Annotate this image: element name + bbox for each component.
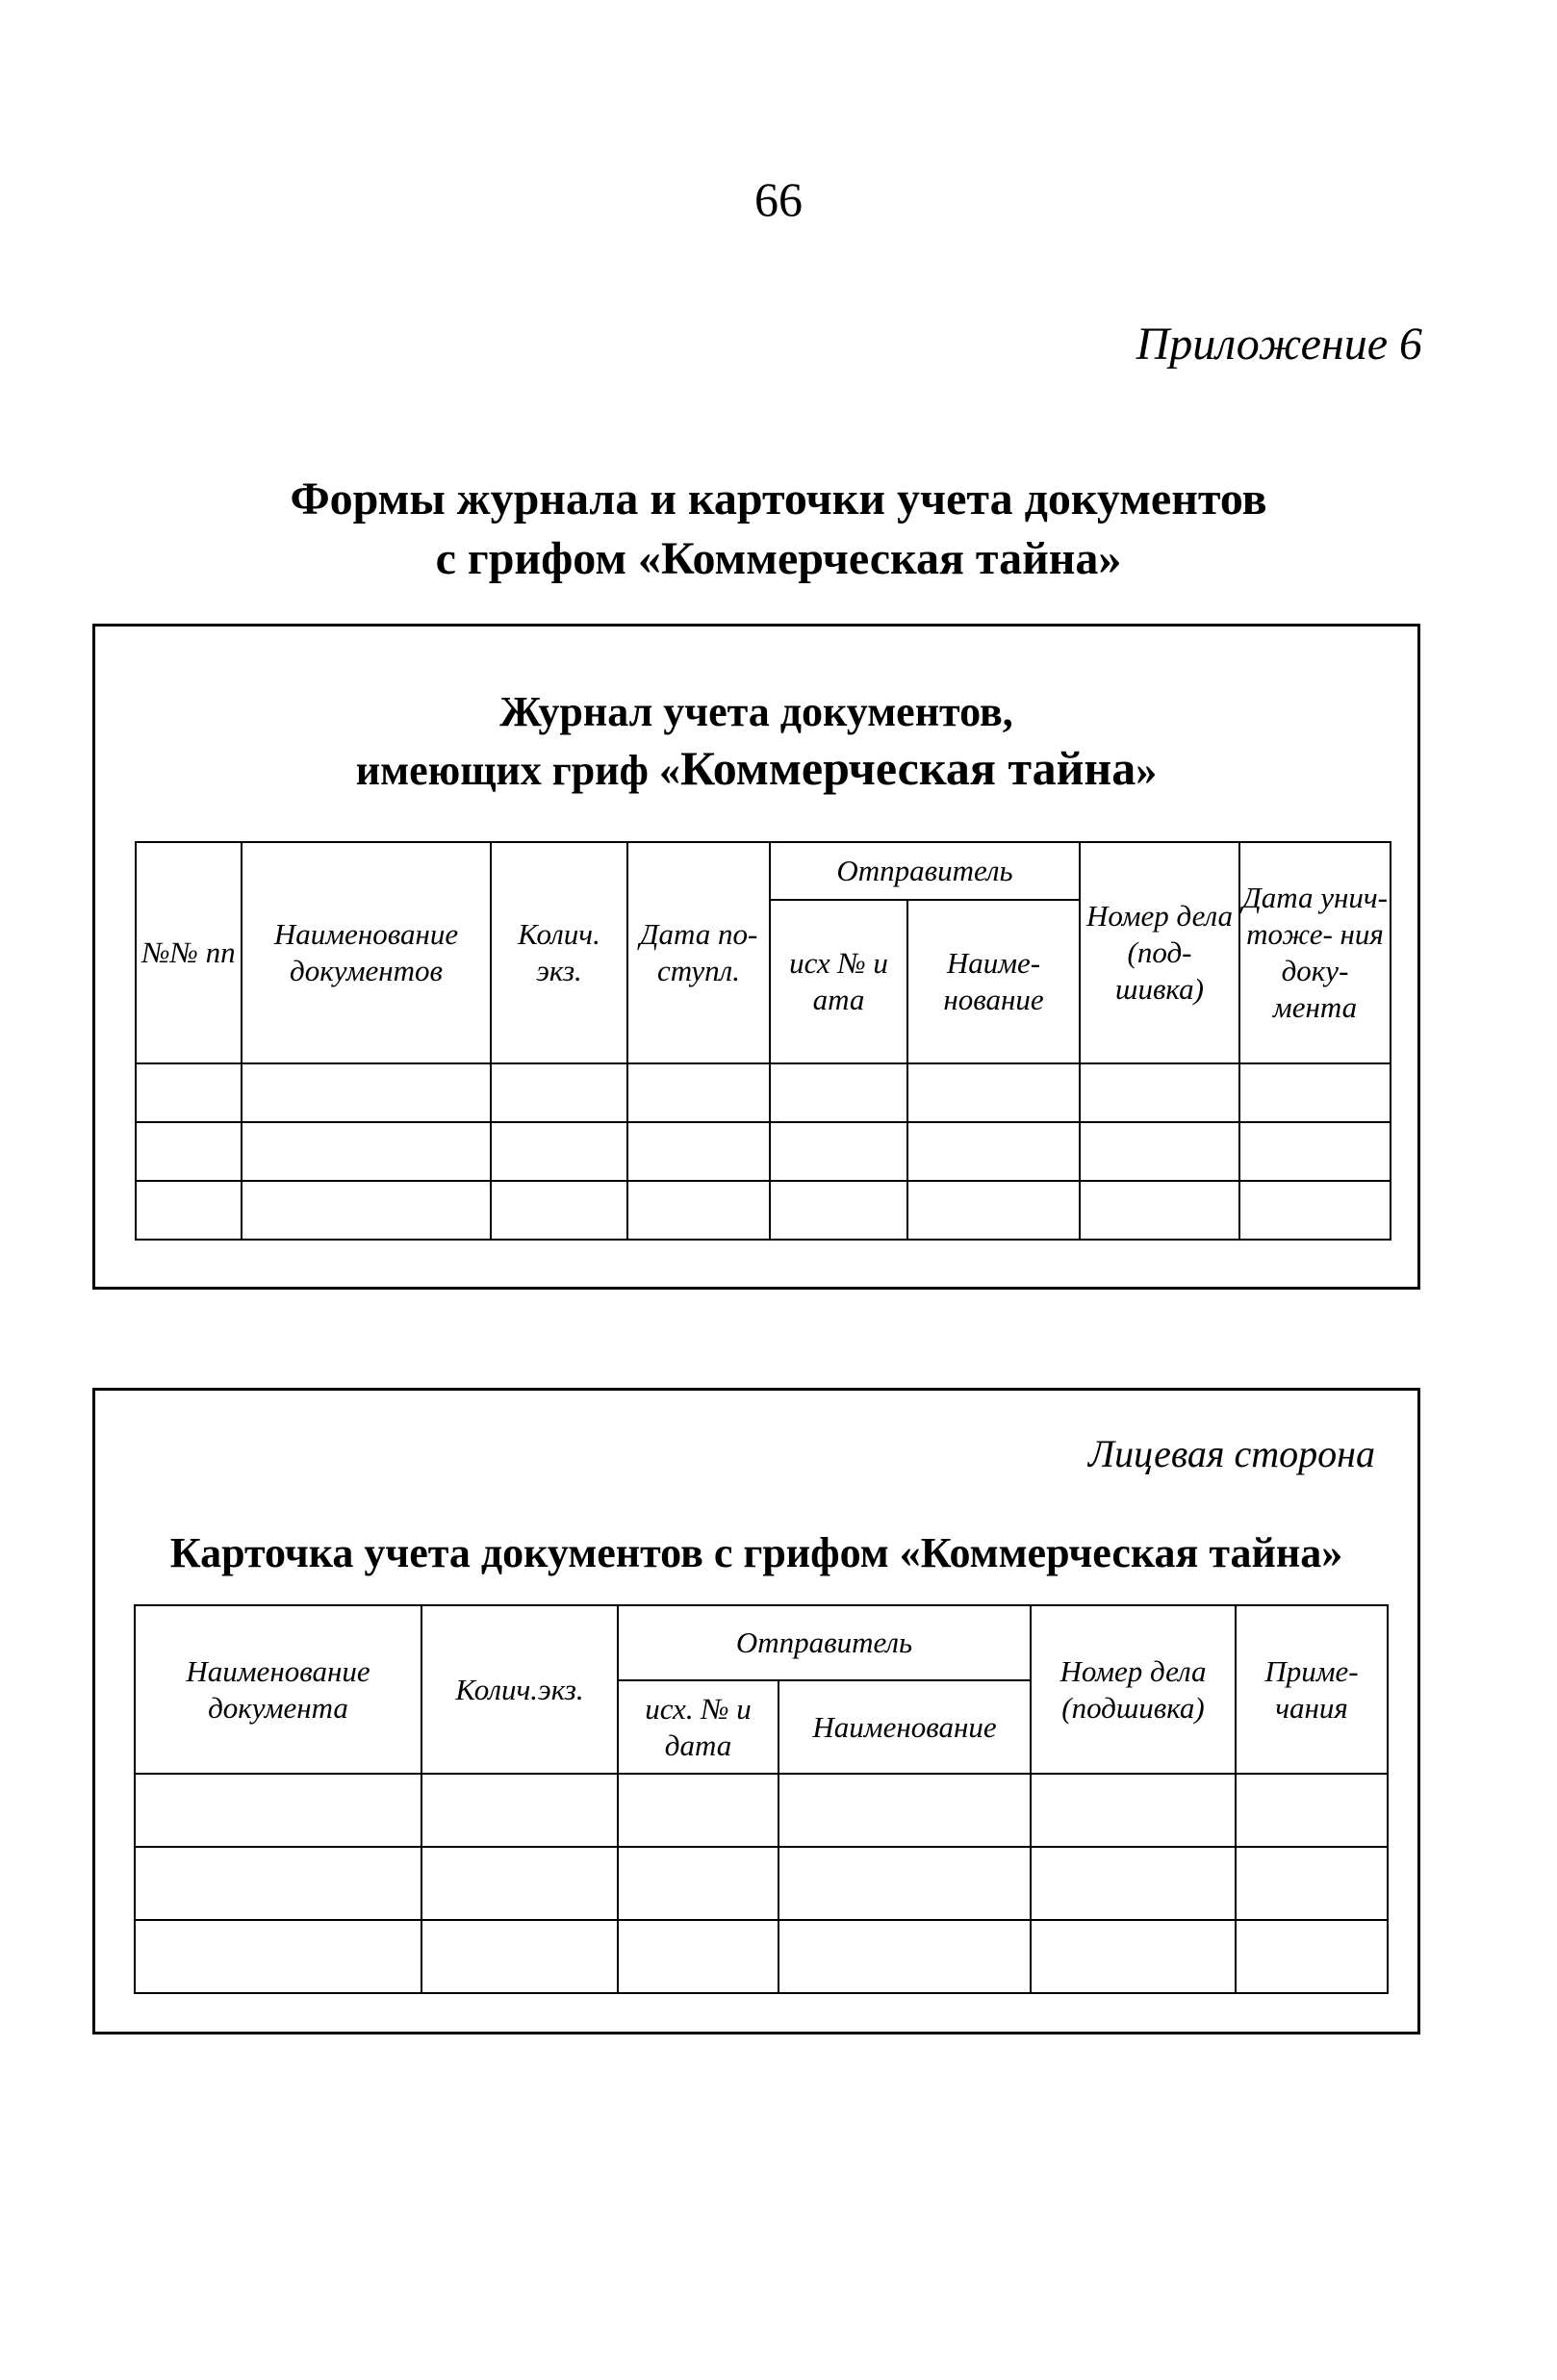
- journal-heading: [95, 684, 1417, 799]
- journal-header-row: [136, 842, 1391, 900]
- card-col-sender: Отправитель: [618, 1605, 1031, 1680]
- journal-heading-prefix: имеющих гриф «: [355, 747, 680, 794]
- card-heading: Карточка учета документов с грифом «Коммерческая тайна»: [169, 1529, 1343, 1576]
- table-cell: [421, 1920, 618, 1993]
- table-cell: [1239, 1063, 1391, 1122]
- table-cell: [135, 1847, 421, 1920]
- card-col-sender-ref: исх. № и дата: [618, 1680, 778, 1774]
- journal-heading-emphasis: Коммерческая тайна: [679, 741, 1136, 795]
- card-header-row: [135, 1605, 1388, 1680]
- table-cell: [1236, 1774, 1388, 1847]
- journal-col-case-no: Номер дела (под- шивка): [1080, 842, 1239, 1063]
- table-row: [136, 1181, 1391, 1240]
- journal-col-qty: Колич. экз.: [491, 842, 627, 1063]
- table-row: [136, 1063, 1391, 1122]
- appendix-label: Приложение 6: [1136, 319, 1422, 370]
- table-row: [135, 1847, 1388, 1920]
- page-title-line-1: Формы журнала и карточки учета документов: [290, 473, 1267, 525]
- table-cell: [1031, 1847, 1236, 1920]
- card-col-notes: Приме- чания: [1236, 1605, 1388, 1774]
- table-cell: [907, 1063, 1080, 1122]
- table-cell: [421, 1847, 618, 1920]
- table-cell: [1080, 1181, 1239, 1240]
- table-cell: [907, 1181, 1080, 1240]
- journal-table: [135, 841, 1391, 1241]
- table-cell: [770, 1181, 907, 1240]
- table-cell: [1239, 1122, 1391, 1181]
- journal-col-destroy-date: Дата унич- тоже- ния доку- мента: [1239, 842, 1391, 1063]
- table-cell: [770, 1122, 907, 1181]
- table-cell: [491, 1122, 627, 1181]
- journal-col-sender: Отправитель: [770, 842, 1080, 900]
- journal-form: [92, 624, 1420, 1290]
- table-row: [135, 1920, 1388, 1993]
- table-cell: [136, 1181, 242, 1240]
- table-cell: [627, 1122, 770, 1181]
- card-table: [134, 1604, 1389, 1994]
- table-cell: [136, 1122, 242, 1181]
- card-col-qty: Колич.экз.: [421, 1605, 618, 1774]
- table-cell: [135, 1774, 421, 1847]
- table-cell: [1031, 1920, 1236, 1993]
- table-cell: [242, 1063, 491, 1122]
- table-cell: [1080, 1063, 1239, 1122]
- page-title: [0, 470, 1557, 589]
- page-title-line-2: с грифом «Коммерческая тайна»: [435, 533, 1122, 584]
- table-cell: [618, 1774, 778, 1847]
- table-cell: [242, 1181, 491, 1240]
- table-cell: [1236, 1920, 1388, 1993]
- table-cell: [618, 1920, 778, 1993]
- table-cell: [907, 1122, 1080, 1181]
- journal-col-num: №№ пп: [136, 842, 242, 1063]
- card-form: [92, 1388, 1420, 2035]
- table-cell: [618, 1847, 778, 1920]
- table-cell: [136, 1063, 242, 1122]
- table-cell: [778, 1920, 1031, 1993]
- journal-heading-suffix: »: [1136, 747, 1158, 794]
- table-cell: [1236, 1847, 1388, 1920]
- table-cell: [770, 1063, 907, 1122]
- card-col-name: Наименование документа: [135, 1605, 421, 1774]
- table-row: [136, 1122, 1391, 1181]
- table-cell: [1239, 1181, 1391, 1240]
- journal-heading-line-1: Журнал учета документов,: [499, 688, 1013, 735]
- table-row: [135, 1774, 1388, 1847]
- table-cell: [1031, 1774, 1236, 1847]
- table-cell: [242, 1122, 491, 1181]
- table-cell: [491, 1063, 627, 1122]
- table-cell: [1080, 1122, 1239, 1181]
- journal-heading-line-2: [95, 740, 1417, 799]
- journal-col-sender-ref: исх № и ата: [770, 900, 907, 1063]
- table-cell: [421, 1774, 618, 1847]
- card-col-sender-name: Наименование: [778, 1680, 1031, 1774]
- card-col-case-no: Номер дела (подшивка): [1031, 1605, 1236, 1774]
- journal-col-date-received: Дата по- ступл.: [627, 842, 770, 1063]
- table-cell: [627, 1063, 770, 1122]
- journal-col-sender-name: Наиме- нование: [907, 900, 1080, 1063]
- table-cell: [491, 1181, 627, 1240]
- page-number: 66: [754, 172, 803, 226]
- journal-col-name: Наименование документов: [242, 842, 491, 1063]
- table-cell: [778, 1774, 1031, 1847]
- table-cell: [778, 1847, 1031, 1920]
- side-label: Лицевая сторона: [1087, 1432, 1375, 1475]
- table-cell: [627, 1181, 770, 1240]
- table-cell: [135, 1920, 421, 1993]
